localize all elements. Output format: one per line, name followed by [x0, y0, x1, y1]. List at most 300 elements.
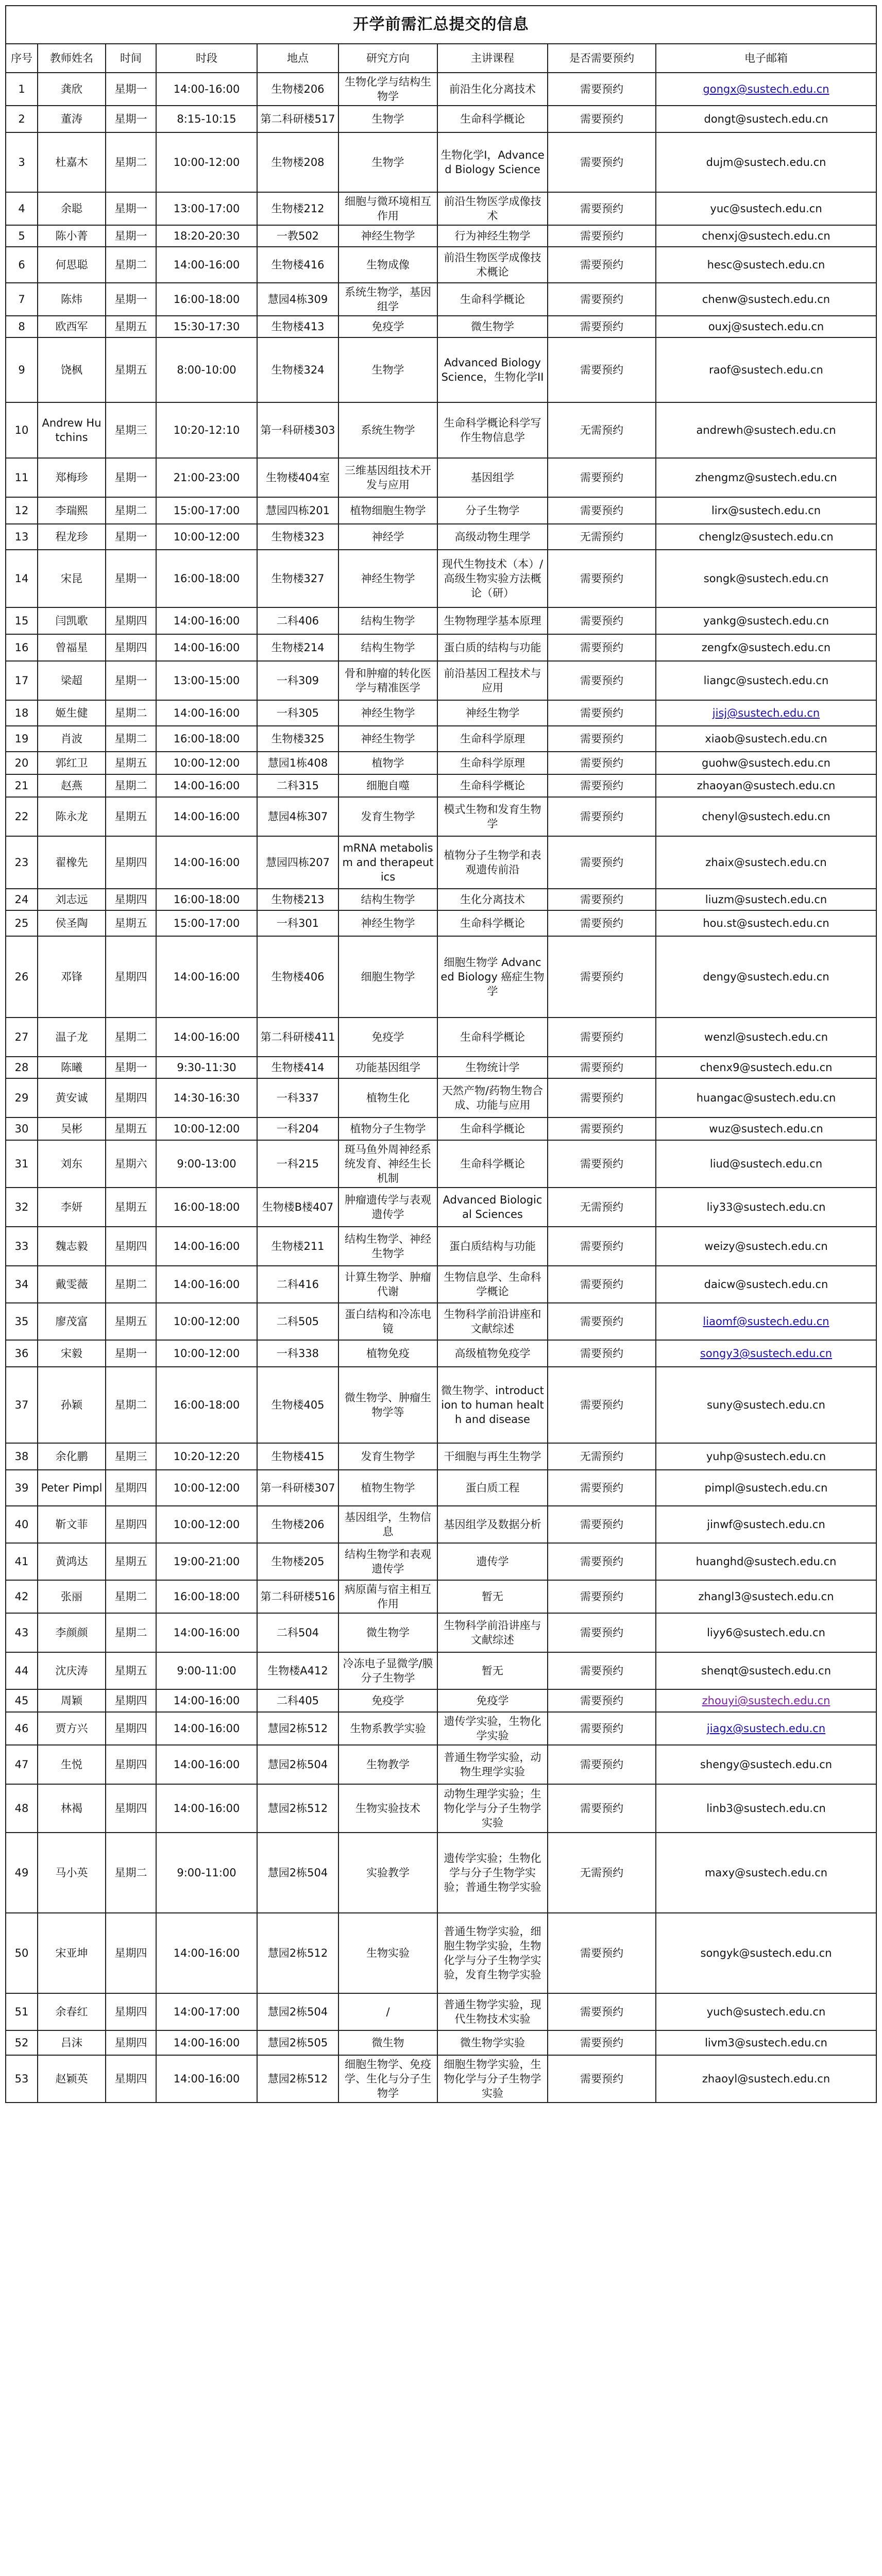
cell-day: 星期二 — [106, 726, 156, 752]
cell-appointment: 需要预约 — [548, 283, 656, 316]
cell-no: 18 — [6, 700, 38, 726]
cell-day: 星期五 — [106, 337, 156, 402]
cell-no: 21 — [6, 774, 38, 797]
cell-research: 免疫学 — [338, 1689, 437, 1712]
cell-appointment: 需要预约 — [548, 458, 656, 497]
cell-no: 52 — [6, 2030, 38, 2055]
cell-time: 14:00-16:00 — [156, 1689, 257, 1712]
email-link[interactable]: gongx@sustech.edu.cn — [703, 83, 829, 95]
cell-time: 21:00-23:00 — [156, 458, 257, 497]
cell-email: pimpl@sustech.edu.cn — [656, 1470, 876, 1506]
email-link[interactable]: zhouyi@sustech.edu.cn — [702, 1694, 830, 1707]
cell-course: 细胞生物学 Advanced Biology 癌症生物学 — [437, 936, 548, 1018]
cell-place: 二科405 — [257, 1689, 338, 1712]
cell-no: 40 — [6, 1506, 38, 1543]
cell-email — [656, 73, 876, 106]
cell-course: 生物化学I，Advanced Biology Science — [437, 132, 548, 192]
cell-research: 植物分子生物学 — [338, 1117, 437, 1140]
cell-place: 生物楼208 — [257, 132, 338, 192]
cell-course: 遗传学 — [437, 1543, 548, 1580]
cell-appointment: 需要预约 — [548, 700, 656, 726]
table-row — [6, 1652, 876, 1689]
cell-appointment: 需要预约 — [548, 634, 656, 661]
cell-day: 星期四 — [106, 836, 156, 889]
cell-course: 生命科学概论 — [437, 1140, 548, 1188]
cell-day: 星期一 — [106, 283, 156, 316]
cell-name: 翟橡先 — [38, 836, 106, 889]
cell-course: 免疫学 — [437, 1689, 548, 1712]
cell-course: 生命科学概论 — [437, 106, 548, 132]
cell-day: 星期三 — [106, 402, 156, 458]
table-row — [6, 700, 876, 726]
table-row — [6, 247, 876, 283]
cell-day: 星期一 — [106, 550, 156, 607]
cell-email: wuz@sustech.edu.cn — [656, 1117, 876, 1140]
table-row — [6, 1117, 876, 1140]
cell-place: 生物楼211 — [257, 1227, 338, 1266]
cell-research: 结构生物学和表观遗传学 — [338, 1543, 437, 1580]
cell-day: 星期一 — [106, 458, 156, 497]
cell-time: 10:00-12:00 — [156, 1470, 257, 1506]
cell-no: 47 — [6, 1745, 38, 1784]
cell-name: 董涛 — [38, 106, 106, 132]
cell-research: 神经生物学 — [338, 700, 437, 726]
cell-name: 陈曦 — [38, 1057, 106, 1078]
cell-time: 14:00-17:00 — [156, 1993, 257, 2030]
cell-course: 行为神经生物学 — [437, 225, 548, 247]
cell-place: 慧园2栋512 — [257, 1913, 338, 1993]
table-row — [6, 402, 876, 458]
cell-day: 星期三 — [106, 1443, 156, 1470]
cell-no: 37 — [6, 1367, 38, 1443]
cell-name: 靳文菲 — [38, 1506, 106, 1543]
cell-name: 沈庆涛 — [38, 1652, 106, 1689]
cell-email: wenzl@sustech.edu.cn — [656, 1018, 876, 1057]
faculty-table — [5, 5, 877, 2103]
cell-email: chenxj@sustech.edu.cn — [656, 225, 876, 247]
cell-research: 结构生物学 — [338, 607, 437, 634]
cell-course: 普通生物学实验，动物生理学实验 — [437, 1745, 548, 1784]
cell-research: 病原菌与宿主相互作用 — [338, 1580, 437, 1613]
cell-course: 高级动物生理学 — [437, 524, 548, 550]
table-row — [6, 1140, 876, 1188]
cell-course: 暂无 — [437, 1652, 548, 1689]
cell-day: 星期二 — [106, 1367, 156, 1443]
table-row — [6, 2030, 876, 2055]
cell-research: 微生物学、肿瘤生物学等 — [338, 1367, 437, 1443]
cell-appointment: 需要预约 — [548, 1784, 656, 1833]
cell-no: 53 — [6, 2055, 38, 2103]
cell-research: 结构生物学 — [338, 634, 437, 661]
cell-time: 16:00-18:00 — [156, 1188, 257, 1227]
cell-email: zhaoyl@sustech.edu.cn — [656, 2055, 876, 2103]
cell-day: 星期四 — [106, 1712, 156, 1745]
table-row — [6, 661, 876, 700]
email-link[interactable]: jisj@sustech.edu.cn — [712, 707, 820, 719]
cell-place: 慧园四栋201 — [257, 497, 338, 524]
cell-research: 骨和肿瘤的转化医学与精准医学 — [338, 661, 437, 700]
cell-course: 生命科学概论 — [437, 910, 548, 936]
table-row — [6, 1018, 876, 1057]
cell-day: 星期四 — [106, 1506, 156, 1543]
cell-research: 植物学 — [338, 752, 437, 774]
table-row — [6, 1340, 876, 1367]
cell-time: 10:00-12:00 — [156, 1117, 257, 1140]
cell-place: 一科215 — [257, 1140, 338, 1188]
cell-no: 28 — [6, 1057, 38, 1078]
table-row — [6, 1057, 876, 1078]
cell-place: 慧园2栋504 — [257, 1745, 338, 1784]
cell-time: 14:00-16:00 — [156, 1745, 257, 1784]
cell-course: 模式生物和发育生物学 — [437, 797, 548, 836]
table-row — [6, 1993, 876, 2030]
cell-research: 免疫学 — [338, 316, 437, 337]
cell-day: 星期四 — [106, 1470, 156, 1506]
cell-research: 结构生物学 — [338, 889, 437, 910]
cell-research: 生物教学 — [338, 1745, 437, 1784]
cell-name: 贾方兴 — [38, 1712, 106, 1745]
cell-time: 19:00-21:00 — [156, 1543, 257, 1580]
cell-appointment: 需要预约 — [548, 247, 656, 283]
cell-no: 23 — [6, 836, 38, 889]
cell-course: 生物物理学基本原理 — [437, 607, 548, 634]
cell-name: 张丽 — [38, 1580, 106, 1613]
cell-no: 17 — [6, 661, 38, 700]
cell-place: 一科204 — [257, 1117, 338, 1140]
cell-research: 免疫学 — [338, 1018, 437, 1057]
cell-place: 生物楼416 — [257, 247, 338, 283]
cell-course: 基因组学及数据分析 — [437, 1506, 548, 1543]
cell-email: maxy@sustech.edu.cn — [656, 1833, 876, 1913]
cell-no: 34 — [6, 1266, 38, 1303]
cell-email: shengy@sustech.edu.cn — [656, 1745, 876, 1784]
cell-appointment: 无需预约 — [548, 524, 656, 550]
cell-email: zhaix@sustech.edu.cn — [656, 836, 876, 889]
cell-no: 14 — [6, 550, 38, 607]
cell-name: 侯圣陶 — [38, 910, 106, 936]
cell-day: 星期一 — [106, 106, 156, 132]
cell-no: 20 — [6, 752, 38, 774]
cell-name: 刘志远 — [38, 889, 106, 910]
table-row — [6, 337, 876, 402]
cell-day: 星期一 — [106, 1340, 156, 1367]
cell-email: songyk@sustech.edu.cn — [656, 1913, 876, 1993]
cell-no: 2 — [6, 106, 38, 132]
cell-email: raof@sustech.edu.cn — [656, 337, 876, 402]
cell-no: 30 — [6, 1117, 38, 1140]
cell-email — [656, 1340, 876, 1367]
cell-research: mRNA metabolism and therapeutics — [338, 836, 437, 889]
cell-name: 郑梅珍 — [38, 458, 106, 497]
cell-day: 星期四 — [106, 2030, 156, 2055]
cell-research: 生物学 — [338, 106, 437, 132]
table-row — [6, 1367, 876, 1443]
table-row — [6, 1833, 876, 1913]
cell-email: linb3@sustech.edu.cn — [656, 1784, 876, 1833]
cell-no: 41 — [6, 1543, 38, 1580]
cell-email: andrewh@sustech.edu.cn — [656, 402, 876, 458]
cell-place: 生物楼214 — [257, 634, 338, 661]
cell-research: 微生物学 — [338, 1613, 437, 1652]
cell-name: Andrew Hutchins — [38, 402, 106, 458]
cell-course: 生命科学概论 — [437, 774, 548, 797]
cell-no: 10 — [6, 402, 38, 458]
cell-place: 第二科研楼517 — [257, 106, 338, 132]
cell-place: 生物楼327 — [257, 550, 338, 607]
cell-no: 16 — [6, 634, 38, 661]
cell-time: 18:20-20:30 — [156, 225, 257, 247]
column-header-email: 电子邮箱 — [656, 44, 876, 73]
cell-place: 二科505 — [257, 1303, 338, 1340]
table-row — [6, 774, 876, 797]
cell-appointment: 需要预约 — [548, 607, 656, 634]
table-row — [6, 458, 876, 497]
cell-email: zengfx@sustech.edu.cn — [656, 634, 876, 661]
cell-research: 生物实验 — [338, 1913, 437, 1993]
cell-email: liyy6@sustech.edu.cn — [656, 1613, 876, 1652]
cell-time: 13:00-15:00 — [156, 661, 257, 700]
cell-research: 植物免疫 — [338, 1340, 437, 1367]
cell-time: 16:00-18:00 — [156, 283, 257, 316]
cell-research: 肿瘤遗传学与表观遗传学 — [338, 1188, 437, 1227]
email-link[interactable]: liaomf@sustech.edu.cn — [703, 1315, 829, 1328]
cell-day: 星期四 — [106, 936, 156, 1018]
cell-place: 一科337 — [257, 1078, 338, 1117]
cell-no: 44 — [6, 1652, 38, 1689]
column-header-time: 时段 — [156, 44, 257, 73]
cell-course: 普通生物学实验，细胞生物学实验，生物化学与分子生物学实验，发育生物学实验 — [437, 1913, 548, 1993]
cell-research: 系统生物学 — [338, 402, 437, 458]
cell-email: dongt@sustech.edu.cn — [656, 106, 876, 132]
cell-appointment: 需要预约 — [548, 1543, 656, 1580]
cell-appointment: 需要预约 — [548, 936, 656, 1018]
cell-no: 25 — [6, 910, 38, 936]
cell-day: 星期五 — [106, 316, 156, 337]
cell-time: 14:00-16:00 — [156, 634, 257, 661]
cell-time: 10:00-12:00 — [156, 752, 257, 774]
cell-course: 生命科学概论 — [437, 283, 548, 316]
cell-email: yuc@sustech.edu.cn — [656, 192, 876, 225]
cell-time: 9:30-11:30 — [156, 1057, 257, 1078]
cell-name: 肖波 — [38, 726, 106, 752]
cell-time: 8:00-10:00 — [156, 337, 257, 402]
cell-course: 前沿生物医学成像技术概论 — [437, 247, 548, 283]
cell-course: 生物信息学、生命科学概论 — [437, 1266, 548, 1303]
cell-place: 一科338 — [257, 1340, 338, 1367]
email-link[interactable]: jiagx@sustech.edu.cn — [706, 1722, 826, 1735]
cell-place: 一科301 — [257, 910, 338, 936]
column-header-day: 时间 — [106, 44, 156, 73]
table-row — [6, 73, 876, 106]
cell-appointment: 需要预约 — [548, 1057, 656, 1078]
cell-no: 5 — [6, 225, 38, 247]
cell-day: 星期六 — [106, 1140, 156, 1188]
cell-time: 14:00-16:00 — [156, 1227, 257, 1266]
cell-course: 暂无 — [437, 1580, 548, 1613]
cell-appointment: 需要预约 — [548, 73, 656, 106]
cell-place: 生物楼325 — [257, 726, 338, 752]
cell-research: 实验教学 — [338, 1833, 437, 1913]
cell-email: zhaoyan@sustech.edu.cn — [656, 774, 876, 797]
cell-day: 星期四 — [106, 1227, 156, 1266]
cell-email: livm3@sustech.edu.cn — [656, 2030, 876, 2055]
header-row — [6, 44, 876, 73]
cell-course: 干细胞与再生生物学 — [437, 1443, 548, 1470]
table-row — [6, 106, 876, 132]
cell-time: 10:20-12:20 — [156, 1443, 257, 1470]
cell-time: 14:00-16:00 — [156, 2030, 257, 2055]
cell-email: hou.st@sustech.edu.cn — [656, 910, 876, 936]
cell-no: 24 — [6, 889, 38, 910]
cell-place: 生物楼415 — [257, 1443, 338, 1470]
cell-email: xiaob@sustech.edu.cn — [656, 726, 876, 752]
cell-name: 宋昆 — [38, 550, 106, 607]
cell-name: 梁超 — [38, 661, 106, 700]
cell-no: 31 — [6, 1140, 38, 1188]
cell-course: 生物统计学 — [437, 1057, 548, 1078]
cell-appointment: 需要预约 — [548, 2055, 656, 2103]
cell-research: 细胞生物学、免疫学、生化与分子生物学 — [338, 2055, 437, 2103]
cell-research: 神经生物学 — [338, 550, 437, 607]
cell-name: 魏志毅 — [38, 1227, 106, 1266]
cell-place: 慧园4栋309 — [257, 283, 338, 316]
cell-time: 10:00-12:00 — [156, 1303, 257, 1340]
cell-no: 49 — [6, 1833, 38, 1913]
cell-no: 38 — [6, 1443, 38, 1470]
cell-no: 1 — [6, 73, 38, 106]
cell-day: 星期五 — [106, 797, 156, 836]
cell-name: 温子龙 — [38, 1018, 106, 1057]
cell-course: 植物分子生物学和表观遗传前沿 — [437, 836, 548, 889]
cell-research: 生物学 — [338, 132, 437, 192]
email-link[interactable]: songy3@sustech.edu.cn — [700, 1347, 833, 1360]
cell-place: 慧园2栋512 — [257, 1784, 338, 1833]
cell-name: 何思聪 — [38, 247, 106, 283]
page-title: 开学前需汇总提交的信息 — [6, 6, 876, 44]
cell-course: 生命科学原理 — [437, 726, 548, 752]
cell-research: 发育生物学 — [338, 797, 437, 836]
table-row — [6, 836, 876, 889]
cell-research: 生物学 — [338, 337, 437, 402]
cell-appointment: 需要预约 — [548, 1470, 656, 1506]
cell-time: 16:00-18:00 — [156, 726, 257, 752]
cell-appointment: 需要预约 — [548, 1367, 656, 1443]
table-row — [6, 283, 876, 316]
cell-time: 10:00-12:00 — [156, 1340, 257, 1367]
cell-no: 32 — [6, 1188, 38, 1227]
cell-research: 生物化学与结构生物学 — [338, 73, 437, 106]
table-row — [6, 132, 876, 192]
table-row — [6, 1470, 876, 1506]
cell-name: 赵燕 — [38, 774, 106, 797]
cell-place: 生物楼213 — [257, 889, 338, 910]
cell-name: 姬生健 — [38, 700, 106, 726]
cell-place: 慧园2栋504 — [257, 1833, 338, 1913]
cell-research: 神经生物学 — [338, 225, 437, 247]
cell-time: 13:00-17:00 — [156, 192, 257, 225]
cell-time: 10:00-12:00 — [156, 1506, 257, 1543]
table-row — [6, 1784, 876, 1833]
cell-email: ouxj@sustech.edu.cn — [656, 316, 876, 337]
cell-name: 郭红卫 — [38, 752, 106, 774]
cell-course: 普通生物学实验，现代生物技术实验 — [437, 1993, 548, 2030]
column-header-place: 地点 — [257, 44, 338, 73]
cell-day: 星期四 — [106, 2055, 156, 2103]
cell-no: 19 — [6, 726, 38, 752]
table-row — [6, 1266, 876, 1303]
cell-day: 星期四 — [106, 1993, 156, 2030]
table-row — [6, 1227, 876, 1266]
cell-day: 星期一 — [106, 524, 156, 550]
cell-day: 星期四 — [106, 1689, 156, 1712]
cell-no: 22 — [6, 797, 38, 836]
cell-appointment: 需要预约 — [548, 752, 656, 774]
table-row — [6, 497, 876, 524]
cell-time: 14:00-16:00 — [156, 1784, 257, 1833]
cell-name: 廖茂富 — [38, 1303, 106, 1340]
cell-name: 饶枫 — [38, 337, 106, 402]
cell-email: yuch@sustech.edu.cn — [656, 1993, 876, 2030]
cell-day: 星期四 — [106, 889, 156, 910]
cell-email — [656, 1303, 876, 1340]
cell-email: dujm@sustech.edu.cn — [656, 132, 876, 192]
cell-no: 9 — [6, 337, 38, 402]
cell-research: 斑马鱼外周神经系统发育、神经生长机制 — [338, 1140, 437, 1188]
cell-time: 15:00-17:00 — [156, 910, 257, 936]
cell-no: 4 — [6, 192, 38, 225]
cell-no: 11 — [6, 458, 38, 497]
cell-place: 二科416 — [257, 1266, 338, 1303]
cell-day: 星期二 — [106, 1833, 156, 1913]
cell-email: chenyl@sustech.edu.cn — [656, 797, 876, 836]
cell-day: 星期二 — [106, 1018, 156, 1057]
cell-time: 14:00-16:00 — [156, 1266, 257, 1303]
cell-course: 微生物学实验 — [437, 2030, 548, 2055]
table-row — [6, 1913, 876, 1993]
cell-email: weizy@sustech.edu.cn — [656, 1227, 876, 1266]
cell-appointment: 需要预约 — [548, 1117, 656, 1140]
cell-appointment: 需要预约 — [548, 1580, 656, 1613]
table-row — [6, 1303, 876, 1340]
cell-name: 程龙珍 — [38, 524, 106, 550]
table-row — [6, 192, 876, 225]
cell-name: 宋亚坤 — [38, 1913, 106, 1993]
cell-name: 李瑞熙 — [38, 497, 106, 524]
table-row — [6, 1443, 876, 1470]
cell-no: 12 — [6, 497, 38, 524]
cell-no: 33 — [6, 1227, 38, 1266]
cell-course: 神经生物学 — [437, 700, 548, 726]
cell-name: 生悦 — [38, 1745, 106, 1784]
table-row — [6, 1506, 876, 1543]
cell-email: zhangl3@sustech.edu.cn — [656, 1580, 876, 1613]
cell-place: 慧园2栋512 — [257, 2055, 338, 2103]
cell-no: 29 — [6, 1078, 38, 1117]
cell-time: 14:00-16:00 — [156, 2055, 257, 2103]
cell-email: jinwf@sustech.edu.cn — [656, 1506, 876, 1543]
cell-place: 第一科研楼307 — [257, 1470, 338, 1506]
table-row — [6, 889, 876, 910]
cell-time: 16:00-18:00 — [156, 889, 257, 910]
cell-research: 细胞生物学 — [338, 936, 437, 1018]
cell-course: 前沿生物医学成像技术 — [437, 192, 548, 225]
cell-appointment: 需要预约 — [548, 1140, 656, 1188]
cell-day: 星期五 — [106, 1652, 156, 1689]
cell-day: 星期四 — [106, 1745, 156, 1784]
cell-appointment: 需要预约 — [548, 1745, 656, 1784]
table-row — [6, 936, 876, 1018]
cell-name: 李颜颜 — [38, 1613, 106, 1652]
